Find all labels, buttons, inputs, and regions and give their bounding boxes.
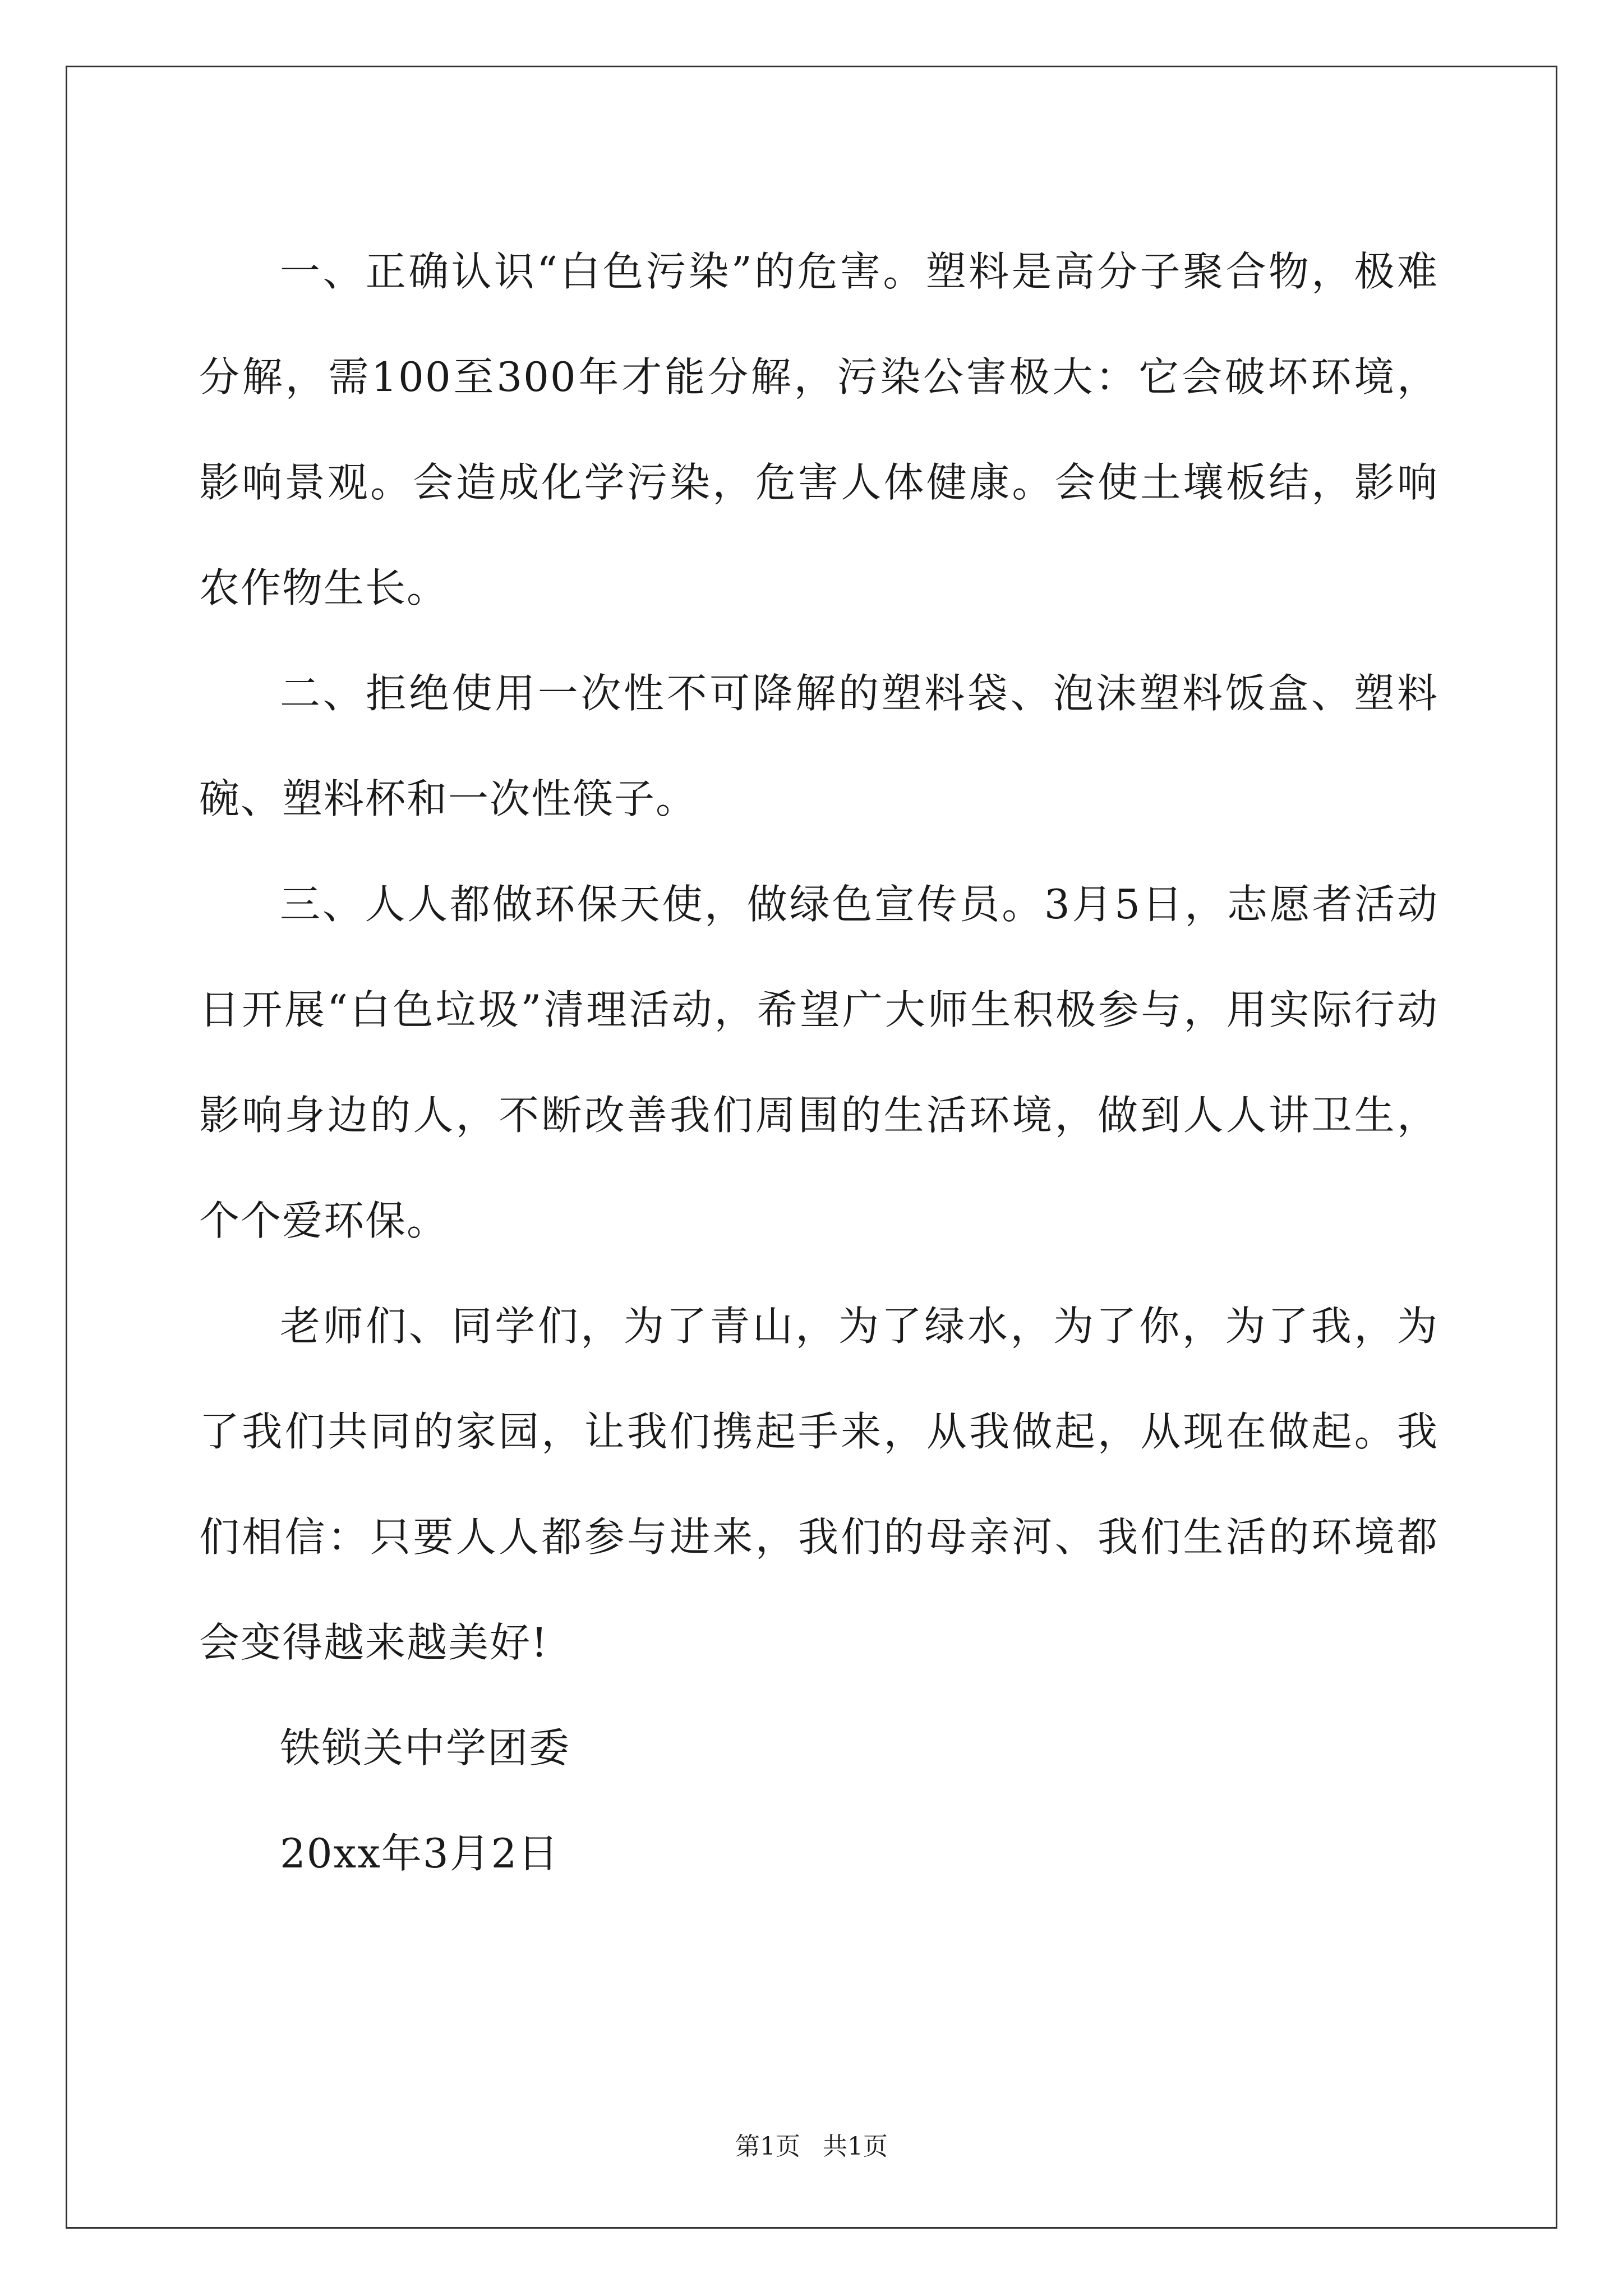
document-body: [199, 219, 1438, 1906]
page-number-total: 共1页: [823, 2132, 888, 2161]
page-footer: [0, 2126, 1623, 2162]
date: 20xx年3月2日: [280, 1830, 560, 1877]
signature: 铁锁关中学团委: [280, 1724, 571, 1772]
page-number-current: 第1页: [735, 2132, 800, 2161]
paragraph-2: 二、拒绝使用一次性不可降解的塑料袋、泡沫塑料饭盒、塑料碗、塑料杯和一次性筷子。: [199, 670, 1438, 822]
paragraph-4: 老师们、同学们，为了青山，为了绿水，为了你，为了我，为了我们共同的家园，让我们携起手来，从我做起，从现在做起。我们相信：只要人人都参与进来，我们的母亲河、我们生活的环境都会变得越来越美好!: [199, 1303, 1438, 1666]
paragraph-1: 一、正确认识“白色污染”的危害。塑料是高分子聚合物，极难分解，需100至300年才能分解，污染公害极大：它会破坏环境，影响景观。会造成化学污染，危害人体健康。会使土壤板结，影响农作物生长。: [199, 248, 1438, 611]
paragraph-3: 三、人人都做环保天使，做绿色宣传员。3月5日，志愿者活动日开展“白色垃圾”清理活动，希望广大师生积极参与，用实际行动影响身边的人，不断改善我们周围的生活环境，做到人人讲卫生，个个爱环保。: [199, 881, 1438, 1244]
